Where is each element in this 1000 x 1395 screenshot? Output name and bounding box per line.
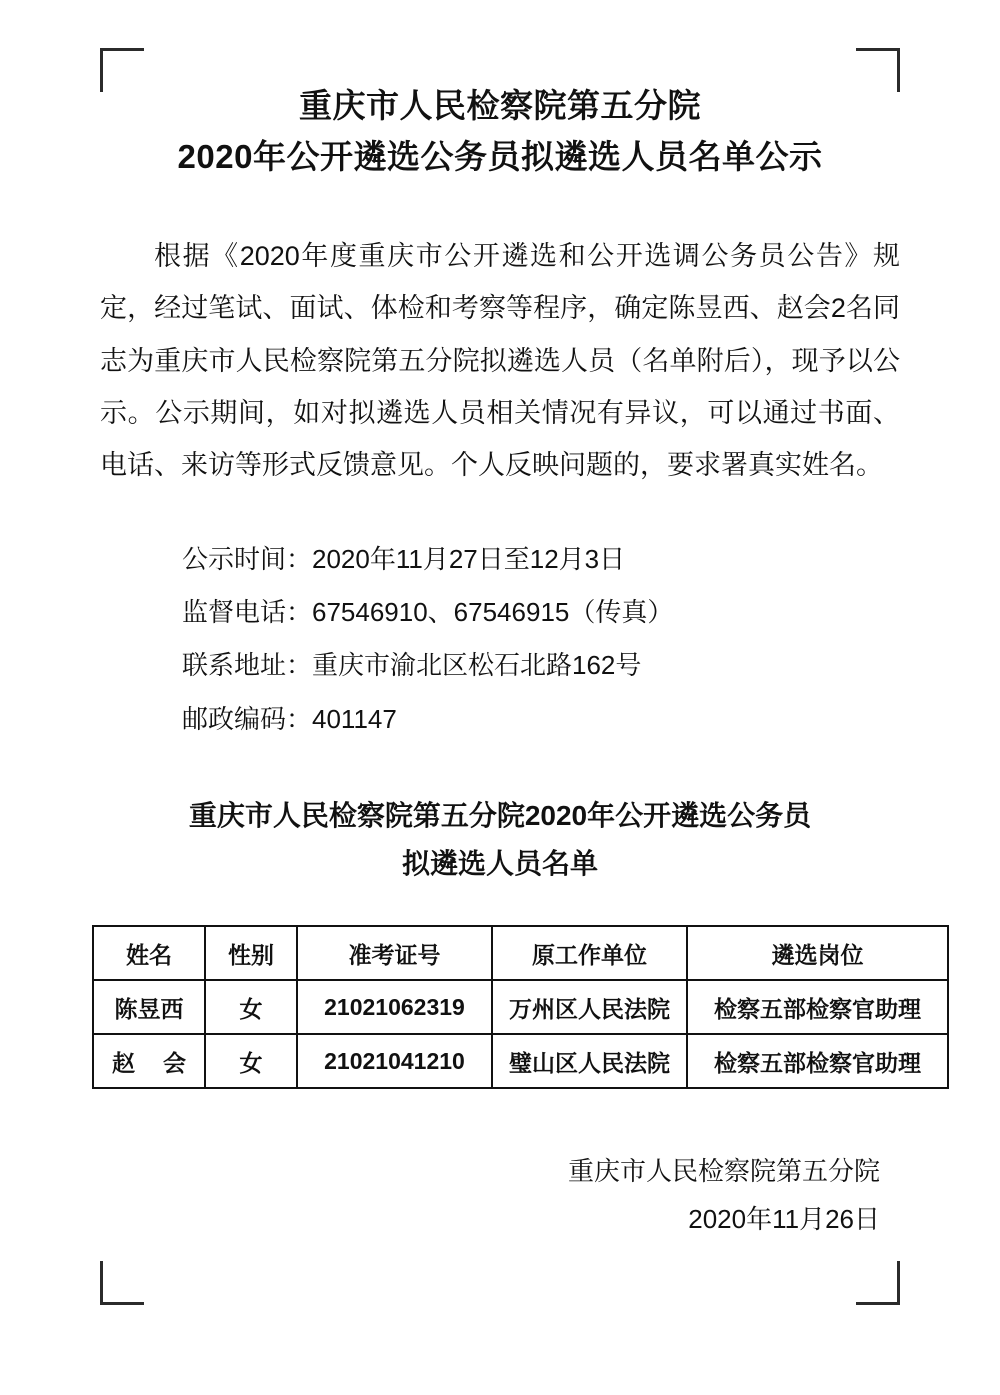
title-line-1: 重庆市人民检察院第五分院 bbox=[299, 87, 701, 124]
cell-gender: 女 bbox=[205, 980, 297, 1034]
table-header-unit: 原工作单位 bbox=[492, 926, 687, 980]
cell-post: 检察五部检察官助理 bbox=[687, 1034, 948, 1088]
roster-table bbox=[92, 925, 949, 1089]
crop-mark-bottom-left bbox=[100, 1261, 144, 1305]
table-header-row bbox=[93, 926, 948, 980]
signature-issuer: 重庆市人民检察院第五分院 bbox=[567, 1156, 880, 1187]
postal-code: 邮政编码：401147 bbox=[182, 703, 397, 734]
cell-unit: 璧山区人民法院 bbox=[492, 1034, 687, 1088]
cell-ticket: 21021062319 bbox=[297, 980, 492, 1034]
cell-name: 陈昱西 bbox=[93, 980, 205, 1034]
cell-name bbox=[93, 1034, 205, 1088]
table-header-name: 姓名 bbox=[93, 926, 205, 980]
cell-gender: 女 bbox=[205, 1034, 297, 1088]
table-row bbox=[93, 1034, 948, 1088]
roster-title-line-2: 拟遴选人员名单 bbox=[401, 847, 598, 879]
supervision-phone: 监督电话：67546910、67546915（传真） bbox=[182, 597, 674, 628]
table-row bbox=[93, 980, 948, 1034]
signature-date: 2020年11月26日 bbox=[688, 1204, 880, 1235]
signature-block bbox=[92, 1147, 908, 1243]
table-header-gender: 性别 bbox=[205, 926, 297, 980]
roster-title-line-1: 重庆市人民检察院第五分院2020年公开遴选公务员 bbox=[188, 800, 812, 832]
cell-ticket: 21021041210 bbox=[297, 1034, 492, 1088]
cell-post: 检察五部检察官助理 bbox=[687, 980, 948, 1034]
crop-mark-bottom-right bbox=[856, 1261, 900, 1305]
cell-unit: 万州区人民法院 bbox=[492, 980, 687, 1034]
cell-name-text: 赵 会 bbox=[112, 1049, 186, 1076]
body-paragraph: 根据《2020年度重庆市公开遴选和公开选调公务员公告》规定，经过笔试、面试、体检和考察等程序，确定陈昱西、赵会2名同志为重庆市人民检察院第五分院拟遴选人员（名单附后），现予以公示。公示期间，如对拟遴选人员相关情况有异议，可以通过书面、电话、来访等形式反馈意见。个人反映问题的，要求署真实姓名。 bbox=[100, 241, 900, 480]
contact-info-block bbox=[92, 533, 908, 746]
title-line-2: 2020年公开遴选公务员拟遴选人员名单公示 bbox=[177, 138, 823, 176]
publicity-period: 公示时间：2020年11月27日至12月3日 bbox=[182, 543, 626, 574]
document-page bbox=[92, 40, 921, 1243]
table-header-post: 遴选岗位 bbox=[687, 926, 948, 980]
table-header-ticket: 准考证号 bbox=[297, 926, 492, 980]
contact-address: 联系地址：重庆市渝北区松石北路162号 bbox=[182, 650, 642, 681]
roster-title bbox=[92, 792, 908, 887]
body-text bbox=[92, 230, 908, 491]
page-title bbox=[92, 80, 908, 182]
